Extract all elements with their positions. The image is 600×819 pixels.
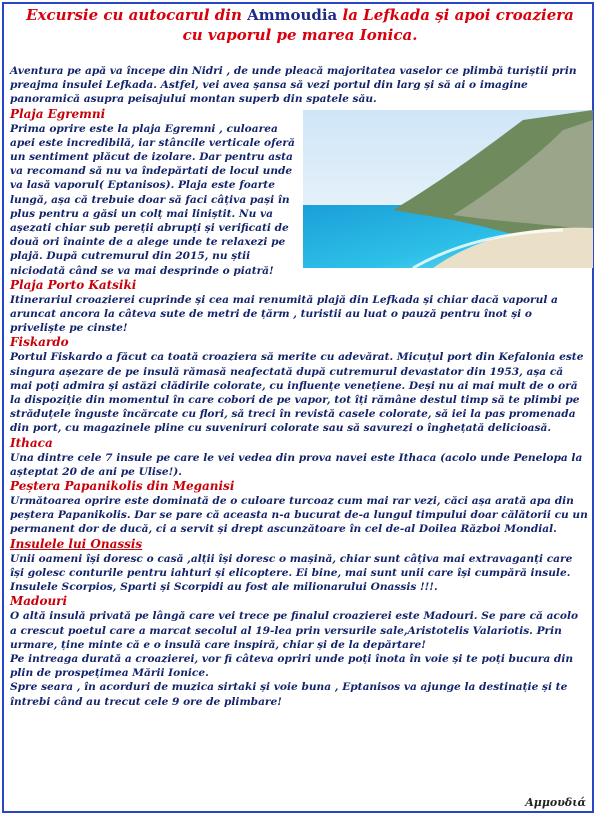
section-text: Următoarea oprire este dominată de o culoare turcoaz cum mai rar vezi, căci așa arată apa din peștera Papanikolis. Dar se pare că aceasta n-a bucurat de-a lungul timpului doar călătorii cu un permanent dor de ducă, ci a servit și drept ascunzătoare în cel de-al Doilea Război Mondial. bbox=[10, 495, 588, 536]
section-heading: Plaja Egremni bbox=[10, 106, 106, 121]
closing-paragraph-2: Spre seara , în acorduri de muzica sirtaki și voie buna , Eptanisos va ajunge la destinație și te întrebi când au trecut cele 9 ore de plimbare! bbox=[10, 681, 568, 708]
egremni-section bbox=[10, 107, 295, 278]
section-heading: Madouri bbox=[10, 594, 68, 609]
title-highlight: Ammoudia bbox=[247, 6, 338, 24]
section-text: Portul Fiskardo a făcut ca toată croaziera să merite cu adevărat. Micuțul port din Kefalonia este singura așezare de pe insulă rămasă neafectată după cutremurul devastator din 1953, așa că mai poți admira și astăzi clădirile colorate, cu influențe venețiene. Deși nu ai mai mult de o oră la dispoziție din momentul în care cobori de pe vapor, tot îți rămâne destul timp să te plimbi pe străduțele înguste încărcate cu flori, să treci în revistă casele colorate, să iei la pas promenada din port, cu magazinele pline cu suveniruri colorate sau să savurezi o înghețată delicioasă. bbox=[10, 351, 584, 435]
section-heading: Peștera Papanikolis din Meganisi bbox=[10, 479, 235, 494]
intro-paragraph: Aventura pe apă va începe din Nidri , de unde pleacă majoritatea vaselor ce plimbă turiștii prin preajma insulei Lefkada. Astfel, vei avea șansa să vezi portul din larg și să ai o imagine panoramică asupra peisajului montan superb din spatele său. bbox=[10, 65, 577, 106]
section-heading: Insulele lui Onassis bbox=[10, 536, 143, 551]
closing-paragraph-1: Pe intreaga durată a croazierei, vor fi câteva opriri unde poți înota în voie și te poți bucura din plin de prospețimea Mării Ionice. bbox=[10, 652, 574, 680]
page-title bbox=[6, 5, 594, 45]
section-text: Prima oprire este la plaja Egremni , culoarea apei este incredibilă, iar stâncile verticale oferă un sentiment plăcut de izolare. Dar pentru asta va recomand să nu va îndepărtati de locul unde va lasă vaporul( Eptanisos). Plaja este foarte lungă, așa că trebuie doar să faci câțiva pași în plus pentru a găsi un colț mai liniștit. Nu va așezati chiar sub pereții abrupți și verificati de două ori înainte de a alege unde te relaxezi pe plajă. După cutremurul din 2015, nu știi niciodată când se va mai desprinde o piatră! bbox=[10, 122, 295, 277]
section-text: Una dintre cele 7 insule pe care le vei vedea din prova navei este Ithaca (acolo unde Penelopa la așteptat 20 de ani pe Ulise!). bbox=[10, 451, 583, 478]
section-heading: Plaja Porto Katsiki bbox=[10, 277, 137, 292]
title-line2: cu vaporul pe marea Ionica. bbox=[182, 26, 418, 44]
section-text: Unii oameni își doresc o casă ,alții își doresc o mașină, chiar sunt câțiva mai extravaganți care își golesc conturile pentru iahturi și elicoptere. Ei bine, mai sunt unii care își cumpără insule. Insulele Scorpios, Sparti și Scorpidi au fost ale milionarului Onassis !!!. bbox=[10, 552, 573, 594]
section-heading: Ithaca bbox=[10, 435, 53, 450]
section-text: O altă insulă privată pe lângă care vei trece pe finalul croazierei este Madouri. Se pare că acolo a crescut poetul care a marcat secolul al 19-lea prin versurile sale,Aristotelis Valariotis. Prin urmare, ține minte că e o insulă care inspiră, chiar și de la depărtare! bbox=[10, 610, 579, 651]
title-part1: Excursie cu autocarul din bbox=[26, 6, 248, 24]
section-text: Itinerariul croazierei cuprinde și cea mai renumită plajă din Lefkada și chiar dacă vaporul a aruncat ancora la câteva sute de metri de țărm , turistii au luat o pauză pentru înot și o priveliște pe cinste! bbox=[10, 293, 558, 335]
signature: Αμμουδιά bbox=[525, 796, 586, 809]
title-part2: la Lefkada și apoi croaziera bbox=[337, 6, 574, 24]
section-heading: Fiskardo bbox=[10, 335, 69, 350]
article-body bbox=[10, 64, 588, 709]
